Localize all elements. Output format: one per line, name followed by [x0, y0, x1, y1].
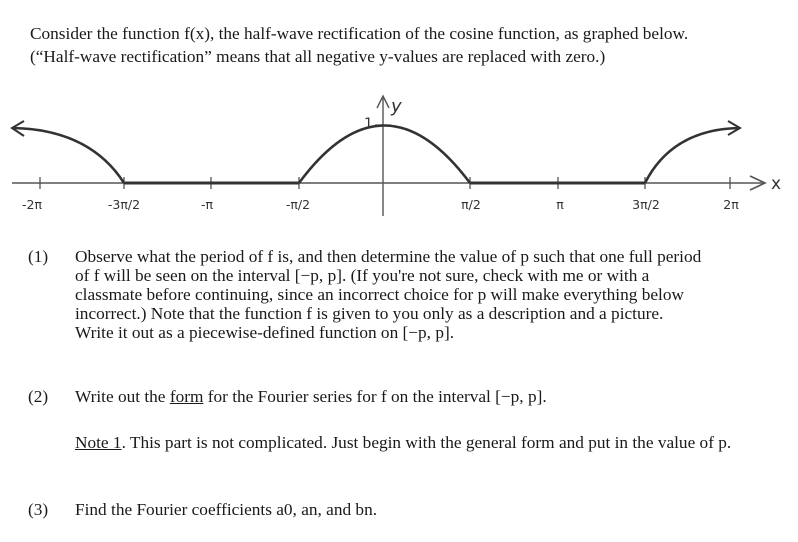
question-2-post: for the Fourier series for f on the interval [−p, p]. — [203, 387, 547, 406]
y-max-tick-label: 1 — [364, 116, 373, 132]
question-1-line: Observe what the period of f is, and then determine the value of p such that one full period — [75, 247, 702, 266]
tick-label-3pi-2: 3π/2 — [632, 197, 660, 212]
tick-label-neg-2pi: -2π — [22, 197, 42, 212]
question-2-number: (2) — [28, 387, 49, 406]
intro-line-2: (“Half-wave rectification” means that all negative y-values are replaced with zero.) — [30, 47, 606, 66]
tick-label-neg-3pi-2: -3π/2 — [107, 197, 141, 212]
y-axis-label: y — [391, 96, 402, 117]
question-1-line: classmate before continuing, since an incorrect choice for p will make everything below — [75, 285, 684, 304]
note-1-label: Note 1 — [75, 433, 122, 452]
x-axis-label: x — [771, 174, 782, 194]
question-1-line: Write it out as a piecewise-defined function on [−p, p]. — [75, 323, 455, 342]
cosine-hump-left — [14, 128, 124, 183]
problem-intro — [30, 22, 790, 68]
tick-label-pi-2: π/2 — [461, 197, 481, 212]
question-1-line: of f will be seen on the interval [−p, p]. (If you're not sure, check with me or with a — [75, 266, 650, 285]
question-1-line: incorrect.) Note that the function f is given to you only as a description and a picture. — [75, 304, 664, 323]
question-2-pre: Write out the — [75, 387, 170, 406]
question-1-number: (1) — [28, 247, 49, 266]
question-1-text — [75, 247, 785, 342]
tick-label-2pi: 2π — [723, 197, 739, 212]
tick-label-neg-pi-2: -π/2 — [285, 197, 311, 212]
tick-label-neg-pi: -π — [200, 197, 214, 212]
rectified-cosine-graph — [0, 88, 798, 238]
question-3-number: (3) — [28, 500, 49, 519]
cosine-hump-right — [645, 128, 738, 183]
note-1 — [75, 433, 785, 452]
cosine-hump-center — [299, 126, 470, 184]
question-3-text: Find the Fourier coefficients a0, an, and bn. — [75, 500, 378, 519]
question-2-form-underlined: form — [169, 387, 204, 406]
question-2-text — [75, 387, 785, 406]
tick-label-pi: π — [556, 197, 564, 212]
note-1-text: . This part is not complicated. Just begin with the general form and put in the value of p. — [121, 433, 732, 452]
intro-line-1: Consider the function f(x), the half-wave rectification of the cosine function, as graphed below. — [30, 24, 689, 43]
